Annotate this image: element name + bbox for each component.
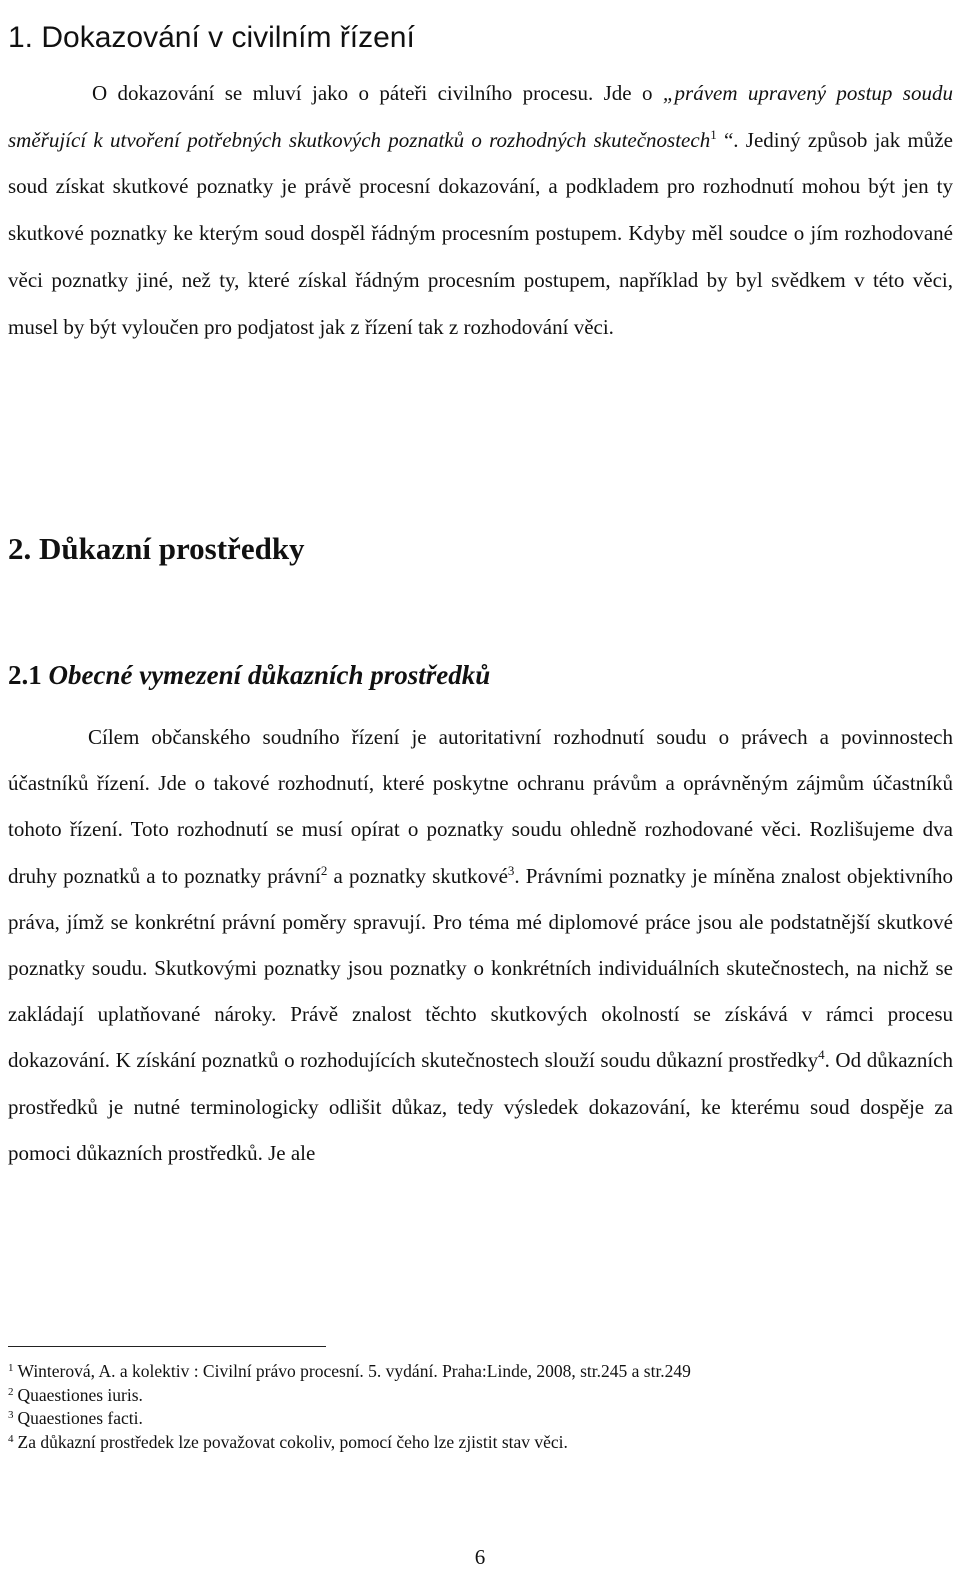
paragraph-text: O dokazování se mluví jako o páteři civilního procesu. Jde o xyxy=(92,81,663,105)
footnotes xyxy=(8,1360,953,1454)
page-number: 6 xyxy=(474,1545,486,1569)
quoted-definition: „právem upravený postup soudu směřující k utvoření potřebných skutkových poznatků o rozhodných skutečnostech xyxy=(8,81,953,152)
section-2-heading: 2. Důkazní prostředky xyxy=(8,530,305,566)
paragraph-text: . Od důkazních prostředků je nutné terminologicky odlišit důkaz, tedy výsledek dokazování, ke kterému soud dospěje za pomoci důkazních prostředků. Je ale xyxy=(8,1048,953,1165)
footnote-2 xyxy=(8,1384,953,1408)
footnote-text: Za důkazní prostředek lze považovat cokoliv, pomocí čeho lze zjistit stav věci. xyxy=(17,1431,568,1452)
section-2-1-paragraph xyxy=(8,714,953,1176)
section-2-1-title: Obecné vymezení důkazních prostředků xyxy=(48,660,491,690)
paragraph-text: “. Jediný způsob jak může soud získat skutkové poznatky je právě procesní dokazování, a podkladem pro rozhodnutí mohou být jen ty skutkové poznatky ke kterým soud dospěl řádným procesním postupem. Kdyby měl soudce o jím rozhodované věci poznatky jiné, než ty, které získal řádným procesním postupem, například by byl svědkem v této věci, musel by být vyloučen pro podjatost jak z řízení tak z rozhodování věci. xyxy=(8,127,953,339)
section-1-paragraph xyxy=(8,70,953,350)
footnote-ref-3[interactable]: 3 xyxy=(507,862,515,878)
paragraph-text: a poznatky skutkové xyxy=(327,863,508,888)
footnote-3 xyxy=(8,1407,953,1431)
footnote-4 xyxy=(8,1431,953,1455)
footnote-number: 3 xyxy=(8,1409,14,1421)
footnote-separator xyxy=(8,1346,326,1347)
footnote-text: Quaestiones facti. xyxy=(17,1408,143,1428)
footnote-text: Winterová, A. a kolektiv : Civilní právo procesní. 5. vydání. Praha:Linde, 2008, str.245 a str.249 xyxy=(17,1361,691,1381)
section-2-1-number: 2.1 xyxy=(8,660,49,690)
section-2-1-heading xyxy=(8,657,490,693)
footnote-ref-2[interactable]: 2 xyxy=(320,862,328,878)
paragraph-text: . Právními poznatky je míněna znalost objektivního práva, jímž se konkrétní právní poměry spravují. Pro téma mé diplomové práce jsou ale podstatnější skutkové poznatky soudu. Skutkovými poznatky jsou poznatky o konkrétních individuálních skutečnostech, na nichž se zakládají uplatňované nároky. Právě znalost těchto skutkových okolností se získává v rámci procesu dokazování. K získání poznatků o rozhodujících skutečnostech slouží soudu důkazní prostředky xyxy=(8,863,953,1073)
footnote-number: 4 xyxy=(8,1432,14,1445)
footnote-number: 1 xyxy=(8,1362,14,1374)
footnote-ref-4[interactable]: 4 xyxy=(818,1047,825,1063)
paragraph-text: Cílem občanského soudního řízení je autoritativní rozhodnutí soudu o právech a povinnostech účastníků řízení. Jde o takové rozhodnutí, které poskytne ochranu právům a oprávněným zájmům účastníků tohoto řízení. Toto rozhodnutí se musí opírat o poznatky soudu ohledně rozhodované věci. Rozlišujeme dva druhy poznatků a to poznatky právní xyxy=(8,725,953,888)
footnote-text: Quaestiones iuris. xyxy=(17,1384,143,1405)
section-1-heading: 1. Dokazování v civilním řízení xyxy=(8,21,415,55)
footnote-1 xyxy=(8,1360,953,1384)
footnote-number: 2 xyxy=(8,1385,14,1398)
footnote-ref-1[interactable]: 1 xyxy=(710,126,717,142)
